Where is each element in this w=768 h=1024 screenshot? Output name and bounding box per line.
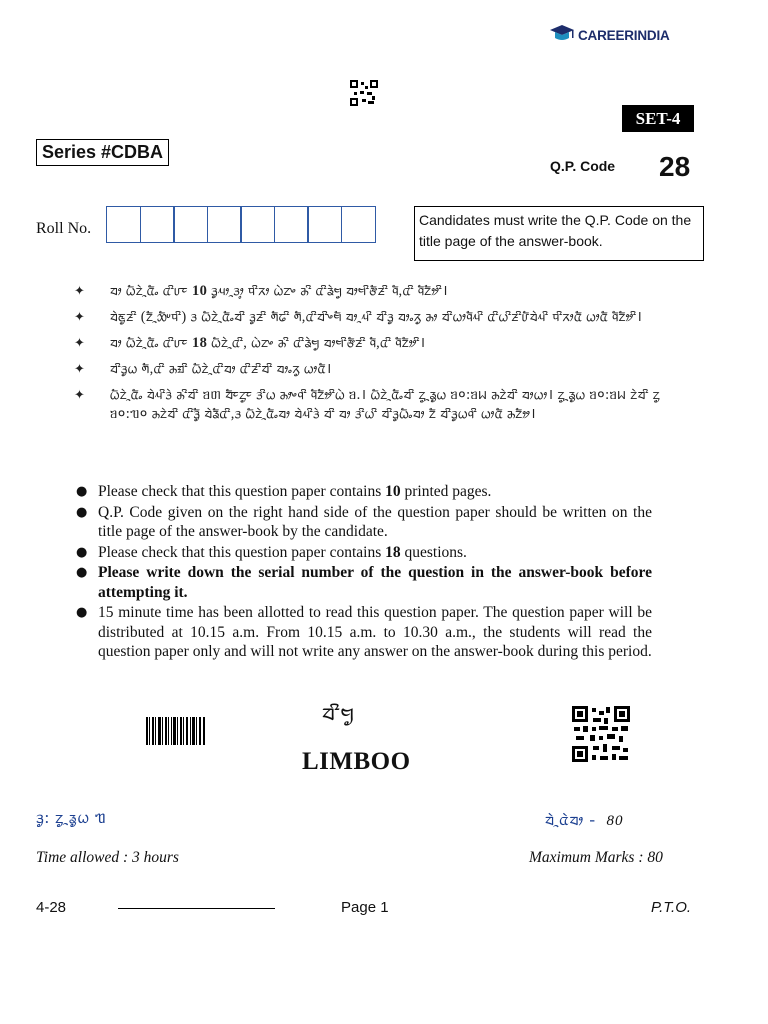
limbu-instruction [74,308,674,327]
limbu-maximum-marks [545,810,624,830]
footer-code: 4-28 [36,899,67,916]
instruction-item [74,563,652,602]
roll-number-boxes[interactable] [106,206,374,243]
series-label: Series #CDBA [36,139,169,166]
roll-digit-box[interactable] [307,206,342,243]
please-turn-over: P.T.O. [651,899,692,916]
limbu-marks-label: ᤔᤧᤳᤂᤧᤔᤣ - [545,810,597,829]
limbu-instruction-number: 18 [191,335,208,351]
roll-digit-box[interactable] [274,206,309,243]
logo-text [578,28,670,43]
subject-title: LIMBOO [302,748,411,775]
four-point-star-icon: ✦ [74,310,86,325]
instruction-text: Please check that this question paper contains [98,483,386,500]
qp-code-number: 28 [659,151,691,182]
four-point-star-icon: ✦ [74,362,86,377]
candidate-note-box: Candidates must write the Q.P. Code on the title page of the answer-book. [414,206,704,261]
instruction-emphasis: 10 [385,483,401,500]
limbu-instruction-text: ᤐᤠᤁᤧᤳᤂᤠᤱ ᤔᤧᤘᤡᤋᤧ ᤌᤡᤔᤡ ᥑᥖ ᤔᤠᤰᤁᤢᤰ ᤋᤡᤐ ᤌᤣᤴᤚᤡ ᤚᤠᤁᤦᤡᤐᤧ ᥑ.। ᤐᤠᤁᤧᤳᤂᤠᤱᤔᤡ ᤁᤢᤳᤕᤢᤐ ᥑ०:ᥑᥕ ᤌᤁᤧᤔᤡ ᤔᤣᤐᤣ। ᤁᤢᤳᤕᤢᤐ ᥑ०:ᥑᥕ ᤁᤧᤔᤡ ᤁᤢ ᥑ०:ᥓ० ᤌᤁᤧᤔᤡ ᤂᤡᤋᤢᤠ ᤔᤧᤕᤠᤂᤡ,ᤋ ᤐᤠᤁᤧᤳᤂᤠᤱᤔᤣ ᤔᤧᤘᤡᤋᤧ ᤔᤡ ᤔᤣ ᤋᤡᤐᤡ ᤔᤡᤋᤢᤐᤠᤱᤔᤣ ᤁᤠ ᤔᤡᤋᤢᤐᤚᤡ ᤐᤣᤂᤠ ᤌᤁᤦ। [110,387,660,422]
footer-divider [118,908,275,909]
limbu-instruction-text: ᤔᤧᤇᤢᤏᤡ (ᤁᤠᤳᤑᤠᤸᤄᤡ) ᤋ ᤐᤠᤁᤧᤳᤂᤠᤱᤔᤡ ᤋᤢᤏᤡ ᤛᤠᤒᤡ ᤛᤠ,ᤂᤡᤔᤡᤴᤗᤠ ᤔᤣᤳᤘᤡ ᤔᤡᤋᤢ ᤔᤣᤱᤖᤢ ᤌᤣ ᤔᤡᤐᤣᤚᤠᤘᤡ ᤂᤡᤐᤡᤏᤡᤙᤠᤔᤧᤘᤡ ᤄᤡᤖᤣᤂᤠ ᤐᤣᤂᤠ ᤚᤠᤁᤦᤡ। [110,309,643,325]
set-badge: SET-4 [622,105,694,132]
instruction-item [74,543,652,563]
limbu-instruction-text: ᤐᤠᤁᤧᤳᤂᤡ, ᤐᤧᤁᤴ ᤌᤡ ᤂᤡᤕᤧᤗᤢ ᤔᤣᤗᤡᤅᤠᤏᤡ ᤚᤠ,ᤂᤡ ᤚᤠᤁᤦᤡ। [207,335,426,351]
careerindia-logo [548,22,678,48]
instruction-emphasis: 18 [385,543,401,561]
limbu-instruction-number: 10 [191,283,208,299]
limbu-instruction [74,334,674,353]
instruction-item [74,603,652,662]
barcode [146,717,206,745]
limbu-instruction-text: ᤋᤢᤘᤣᤳᤋᤣᤲ ᤄᤡᤖᤣ ᤐᤧᤁᤴ ᤌᤡ ᤂᤡᤕᤧᤗᤢ ᤔᤣᤗᤡᤅᤠᤏᤡ ᤚᤠ,ᤂᤡ ᤚᤠᤁᤦᤡ। [207,283,448,299]
bullet-icon: ● [76,605,88,620]
roll-digit-box[interactable] [140,206,175,243]
roll-digit-box[interactable] [240,206,275,243]
roll-digit-box[interactable] [106,206,141,243]
logo-text-brand: CAREERINDIA [578,27,670,43]
time-allowed: Time allowed : 3 hours [36,849,179,866]
instruction-text: Please check that this question paper contains [98,543,386,561]
four-point-star-icon: ✦ [74,388,86,403]
limbu-marks-value: 80 [606,813,624,829]
instruction-text: 15 minute time has been allotted to read this question paper. The question paper will be distributed at 10.15 a.m. From 10.15 a.m. to 10.30 a.m., the students will read the question paper only and will not write any answer on the answer-book during this period. [98,604,652,660]
page-number: Page 1 [341,899,389,916]
english-instructions [74,482,652,663]
limbu-time-allowed: ᤋᤢ: ᤁᤢᤳᤕᤢᤐ ᥓ [36,808,107,827]
instruction-item [74,482,652,502]
limbu-instruction-text: ᤔᤣ ᤐᤠᤁᤧᤳᤂᤠᤱ ᤂᤡᤙᤰ [110,335,192,351]
four-point-star-icon: ✦ [74,284,86,299]
limbu-instruction [74,360,674,379]
roll-digit-box[interactable] [207,206,242,243]
qp-code-label: Q.P. Code [550,158,616,174]
limbu-instruction [74,282,674,301]
graduation-cap-icon [548,24,576,46]
qr-code-large [572,706,630,762]
maximum-marks: Maximum Marks : 80 [529,849,663,866]
bullet-icon: ● [76,544,88,560]
roll-digit-box[interactable] [341,206,376,243]
instruction-item [74,503,652,542]
roll-number-label: Roll No. [36,220,92,237]
bullet-icon: ● [76,565,88,580]
limbu-instruction-text: ᤔᤡᤋᤢᤐ ᤛᤠ,ᤂᤡ ᤌᤀᤡ ᤐᤠᤁᤧᤳᤂᤡᤔᤣ ᤂᤡᤏᤡᤔᤡ ᤔᤣᤱᤖᤢ ᤐᤣᤂᤠ। [110,361,332,377]
instruction-text: questions. [400,543,467,561]
instruction-text: Please write down the serial number of the question in the answer-book before attempting it. [98,564,652,601]
bullet-icon: ● [76,484,88,499]
bullet-icon: ● [76,504,88,520]
qr-code-small [350,80,378,106]
instruction-text: Q.P. Code given on the right hand side of the question paper should be written on the title page of the answer-book by the candidate. [98,503,652,540]
four-point-star-icon: ✦ [74,336,86,351]
instruction-text: printed pages. [400,483,492,500]
limbu-instruction-text: ᤔᤣ ᤐᤠᤁᤧᤳᤂᤠᤱ ᤂᤡᤙᤰ [110,283,192,299]
roll-digit-box[interactable] [173,206,208,243]
limbu-instruction [74,386,674,424]
limbu-subject-title: ᤔᤡᤗᤢ [322,700,355,726]
limbu-instructions [74,282,674,431]
